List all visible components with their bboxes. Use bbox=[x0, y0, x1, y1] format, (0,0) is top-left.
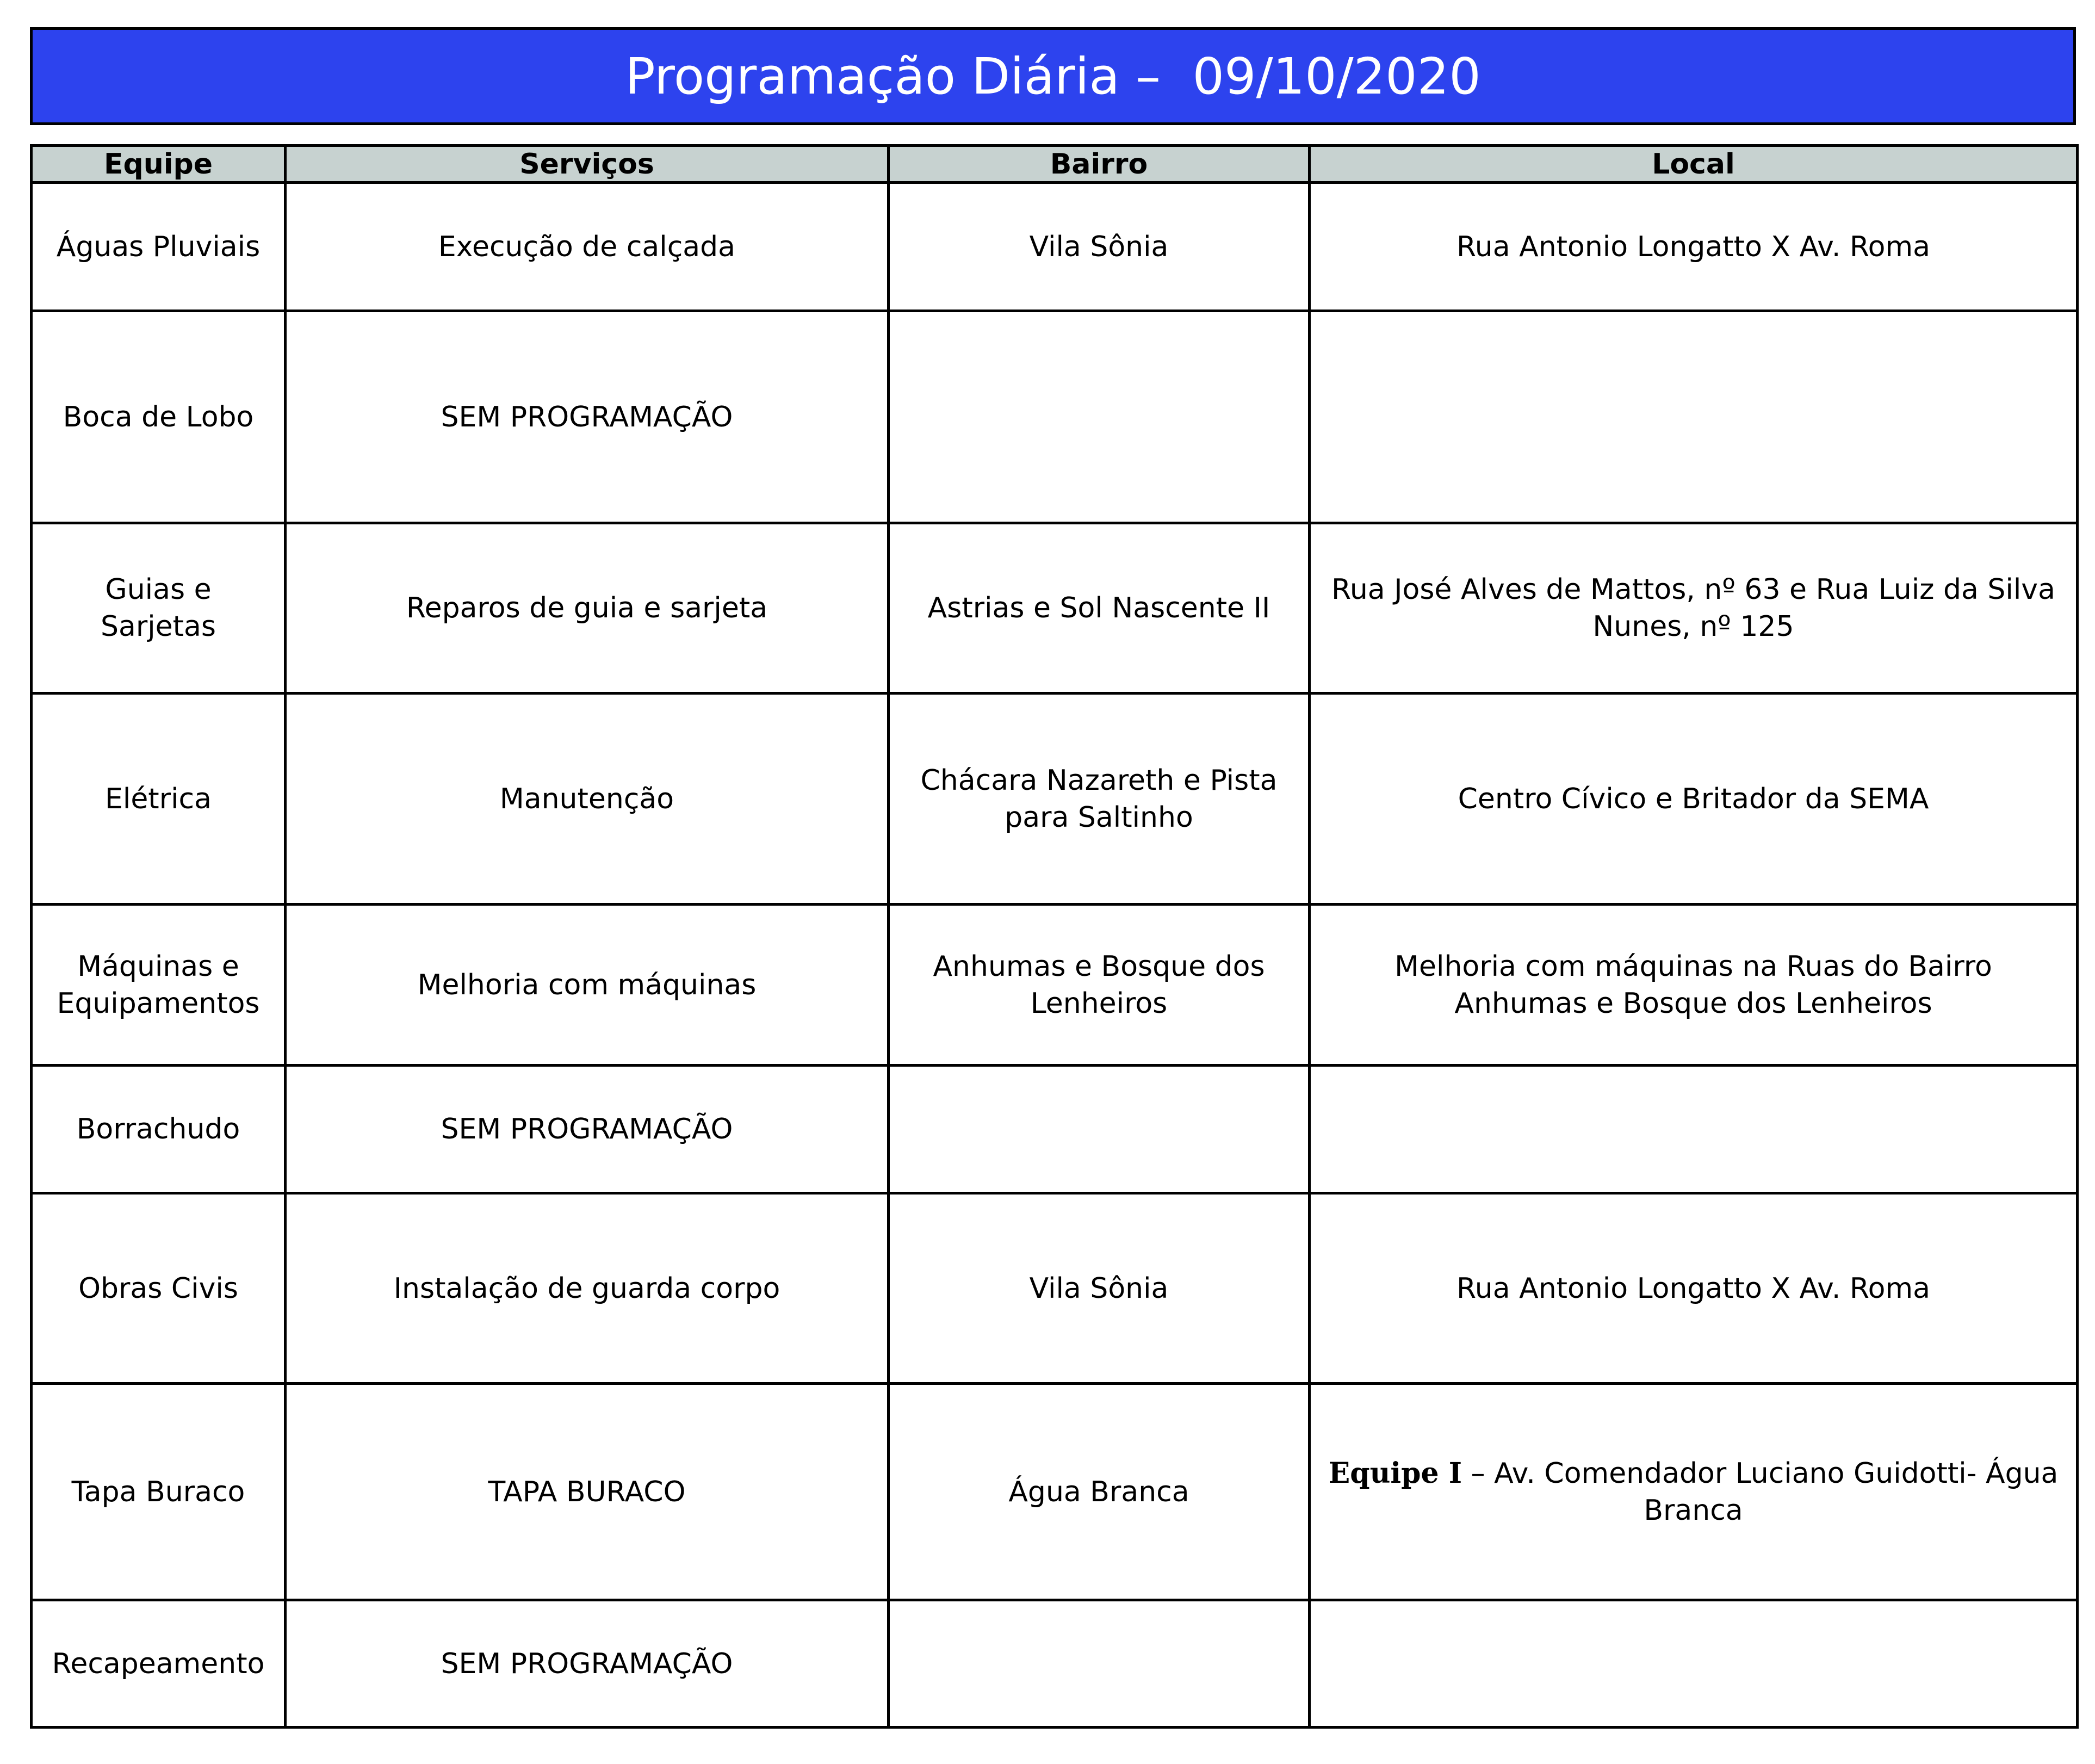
cell-bairro: Vila Sônia bbox=[889, 183, 1310, 311]
cell-local bbox=[1310, 1600, 2078, 1728]
table-row bbox=[32, 905, 2078, 1066]
column-header-equipe: Equipe bbox=[32, 146, 286, 183]
cell-local: Rua Antonio Longatto X Av. Roma bbox=[1310, 1193, 2078, 1384]
cell-bairro: Chácara Nazareth e Pista para Saltinho bbox=[889, 694, 1310, 905]
cell-local: Centro Cívico e Britador da SEMA bbox=[1310, 694, 2078, 905]
cell-servicos: SEM PROGRAMAÇÃO bbox=[286, 1600, 889, 1728]
cell-equipe: Obras Civis bbox=[32, 1193, 286, 1384]
cell-servicos: SEM PROGRAMAÇÃO bbox=[286, 311, 889, 523]
cell-bairro: Vila Sônia bbox=[889, 1193, 1310, 1384]
cell-equipe: Máquinas e Equipamentos bbox=[32, 905, 286, 1066]
cell-equipe: Recapeamento bbox=[32, 1600, 286, 1728]
local-text: – Av. Comendador Luciano Guidotti- Água Branca bbox=[1462, 1457, 2059, 1527]
cell-equipe: Boca de Lobo bbox=[32, 311, 286, 523]
team-prefix: Equipe I bbox=[1328, 1456, 1462, 1490]
cell-bairro: Anhumas e Bosque dos Lenheiros bbox=[889, 905, 1310, 1066]
cell-equipe: Águas Pluviais bbox=[32, 183, 286, 311]
cell-local bbox=[1310, 311, 2078, 523]
cell-servicos: Melhoria com máquinas bbox=[286, 905, 889, 1066]
table-row bbox=[32, 1600, 2078, 1728]
cell-bairro bbox=[889, 1066, 1310, 1193]
table-row bbox=[32, 523, 2078, 694]
cell-bairro bbox=[889, 311, 1310, 523]
cell-local bbox=[1310, 1066, 2078, 1193]
cell-local: Rua Antonio Longatto X Av. Roma bbox=[1310, 183, 2078, 311]
column-header-servicos: Serviços bbox=[286, 146, 889, 183]
table-row bbox=[32, 311, 2078, 523]
cell-servicos: Reparos de guia e sarjeta bbox=[286, 523, 889, 694]
cell-bairro: Água Branca bbox=[889, 1384, 1310, 1600]
schedule-table bbox=[30, 144, 2079, 1729]
cell-servicos: Manutenção bbox=[286, 694, 889, 905]
cell-equipe: Elétrica bbox=[32, 694, 286, 905]
column-header-local: Local bbox=[1310, 146, 2078, 183]
cell-local: Melhoria com máquinas na Ruas do Bairro Anhumas e Bosque dos Lenheiros bbox=[1310, 905, 2078, 1066]
column-header-bairro: Bairro bbox=[889, 146, 1310, 183]
cell-servicos: Execução de calçada bbox=[286, 183, 889, 311]
table-row bbox=[32, 1384, 2078, 1600]
table-row bbox=[32, 1066, 2078, 1193]
cell-bairro bbox=[889, 1600, 1310, 1728]
cell-equipe: Guias e Sarjetas bbox=[32, 523, 286, 694]
table-row bbox=[32, 694, 2078, 905]
cell-local bbox=[1310, 1384, 2078, 1600]
cell-servicos: TAPA BURACO bbox=[286, 1384, 889, 1600]
cell-equipe: Borrachudo bbox=[32, 1066, 286, 1193]
cell-equipe: Tapa Buraco bbox=[32, 1384, 286, 1600]
cell-servicos: SEM PROGRAMAÇÃO bbox=[286, 1066, 889, 1193]
table-row bbox=[32, 183, 2078, 311]
table-row bbox=[32, 1193, 2078, 1384]
cell-servicos: Instalação de guarda corpo bbox=[286, 1193, 889, 1384]
cell-local: Rua José Alves de Mattos, nº 63 e Rua Luiz da Silva Nunes, nº 125 bbox=[1310, 523, 2078, 694]
cell-bairro: Astrias e Sol Nascente II bbox=[889, 523, 1310, 694]
page-title: Programação Diária – 09/10/2020 bbox=[30, 27, 2076, 125]
table-header-row bbox=[32, 146, 2078, 183]
